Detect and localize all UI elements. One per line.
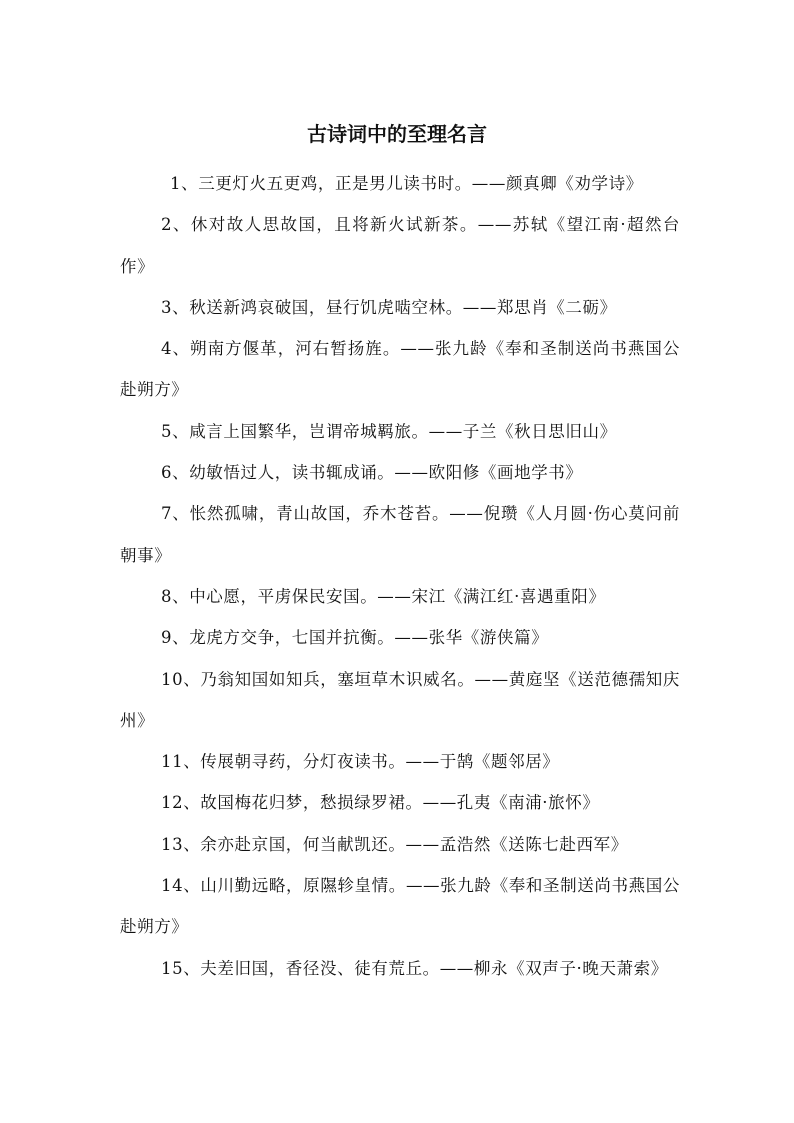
quote-entry-1: 1、三更灯火五更鸡，正是男儿读书时。——颜真卿《劝学诗》	[170, 174, 643, 193]
quote-entry-9: 9、龙虎方交争，七国并抗衡。——张华《游侠篇》	[161, 628, 549, 648]
quote-entry-10: 10、乃翁知国如知兵，塞垣草木识威名。——黄庭坚《送范德孺知庆州》	[120, 669, 680, 730]
quote-entry-3: 3、秋送新鸿哀破国，昼行饥虎啮空林。——郑思肖《二砺》	[161, 297, 617, 317]
quote-entry-12: 12、故国梅花归梦，愁损绿罗裙。——孔夷《南浦·旅怀》	[161, 793, 600, 813]
quote-list	[120, 163, 680, 989]
quote-entry-7: 7、怅然孤啸，青山故国，乔木苍苔。——倪瓒《人月圆·伤心莫问前朝事》	[120, 504, 680, 565]
document-title: 古诗词中的至理名言	[307, 122, 487, 146]
quote-entry-5: 5、咸言上国繁华，岂谓帝城羁旅。——子兰《秋日思旧山》	[161, 421, 617, 441]
quote-entry-14: 14、山川勤远略，原隰轸皇情。——张九龄《奉和圣制送尚书燕国公赴朔方》	[120, 876, 680, 937]
quote-entry-6: 6、幼敏悟过人，读书辄成诵。——欧阳修《画地学书》	[161, 463, 583, 483]
quote-entry-13: 13、余亦赴京国，何当献凯还。——孟浩然《送陈七赴西军》	[161, 834, 628, 854]
quote-entry-8: 8、中心愿，平虏保民安国。——宋江《满江红·喜遇重阳》	[161, 586, 606, 606]
quote-entry-15: 15、夫差旧国，香径没、徒有荒丘。——柳永《双声子·晚天萧索》	[161, 958, 668, 978]
quote-entry-2: 2、休对故人思故国，且将新火试新茶。——苏轼《望江南·超然台作》	[120, 215, 680, 276]
quote-entry-11: 11、传展朝寻药，分灯夜读书。——于鹄《题邻居》	[161, 752, 560, 772]
quote-entry-4: 4、朔南方偃革，河右暂扬旌。——张九龄《奉和圣制送尚书燕国公赴朔方》	[120, 339, 680, 400]
